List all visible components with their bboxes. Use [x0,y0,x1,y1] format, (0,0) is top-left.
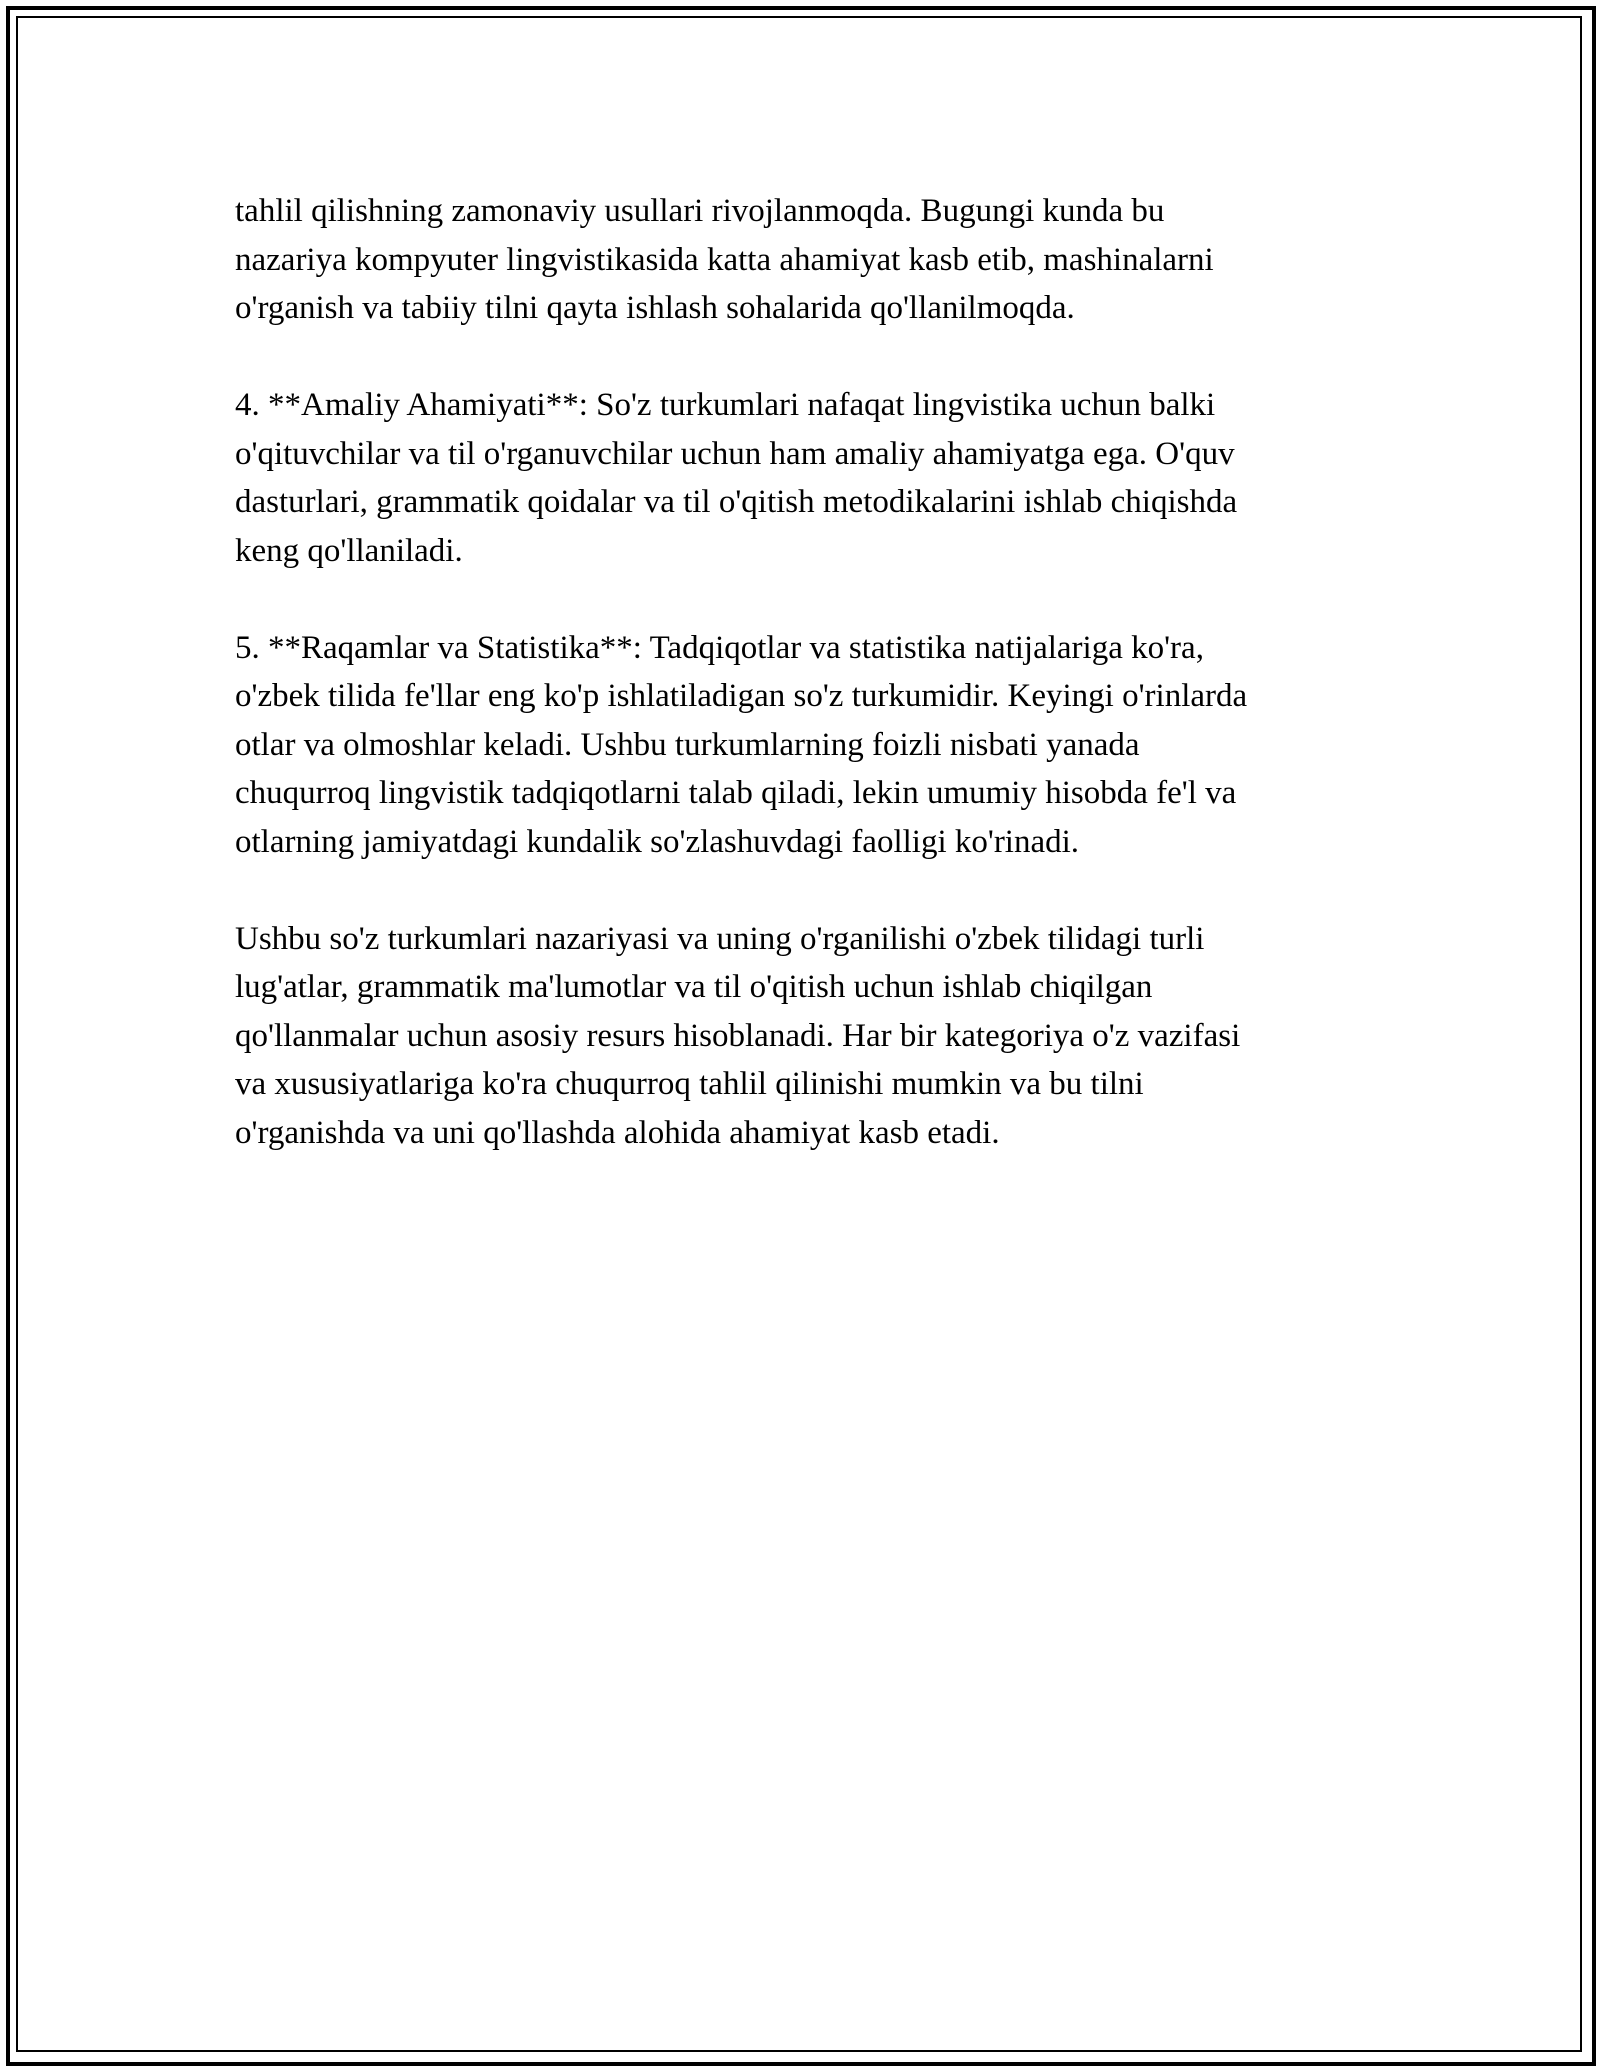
document-body [235,187,1375,1157]
text-line: 5. **Raqamlar va Statistika**: Tadqiqotlar va statistika natijalariga ko'ra, [235,629,1204,666]
text-line: keng qo'llaniladi. [235,532,463,569]
text-line: tahlil qilishning zamonaviy usullari rivojlanmoqda. Bugungi kunda bu [235,193,1165,229]
text-line: Ushbu so'z turkumlari nazariyasi va uning o'rganilishi o'zbek tilidagi turli [235,920,1205,957]
text-line: otlarning jamiyatdagi kundalik so'zlashuvdagi faolligi ko'rinadi. [235,823,1080,860]
text-line: nazariya kompyuter lingvistikasida katta ahamiyat kasb etib, mashinalarni [235,241,1214,278]
text-line: va xususiyatlariga ko'ra chuqurroq tahlil qilinishi mumkin va bu tilni [235,1066,1144,1102]
text-line: otlar va olmoshlar keladi. Ushbu turkumlarning foizli nisbati yanada [235,726,1140,763]
paragraph-3 [235,624,1375,867]
text-line: qo'llanmalar uchun asosiy resurs hisoblanadi. Har bir kategoriya o'z vazifasi [235,1017,1241,1054]
paragraph-4 [235,915,1375,1158]
text-line: 4. **Amaliy Ahamiyati**: So'z turkumlari nafaqat lingvistika uchun balki [235,387,1216,423]
paragraph-1 [235,187,1375,333]
text-line: o'rganish va tabiiy tilni qayta ishlash sohalarida qo'llanilmoqda. [235,290,1075,326]
text-line: lug'atlar, grammatik ma'lumotlar va til o'qitish uchun ishlab chiqilgan [235,969,1153,1005]
text-line: chuqurroq lingvistik tadqiqotlarni talab qiladi, lekin umumiy hisobda fe'l va [235,775,1237,811]
text-line: dasturlari, grammatik qoidalar va til o'qitish metodikalarini ishlab chiqishda [235,484,1238,520]
paragraph-2 [235,381,1375,575]
text-line: o'rganishda va uni qo'llashda alohida ahamiyat kasb etadi. [235,1114,1000,1151]
text-line: o'qituvchilar va til o'rganuvchilar uchun ham amaliy ahamiyatga ega. O'quv [235,435,1235,472]
text-line: o'zbek tilida fe'llar eng ko'p ishlatiladigan so'z turkumidir. Keyingi o'rinlarda [235,678,1248,714]
